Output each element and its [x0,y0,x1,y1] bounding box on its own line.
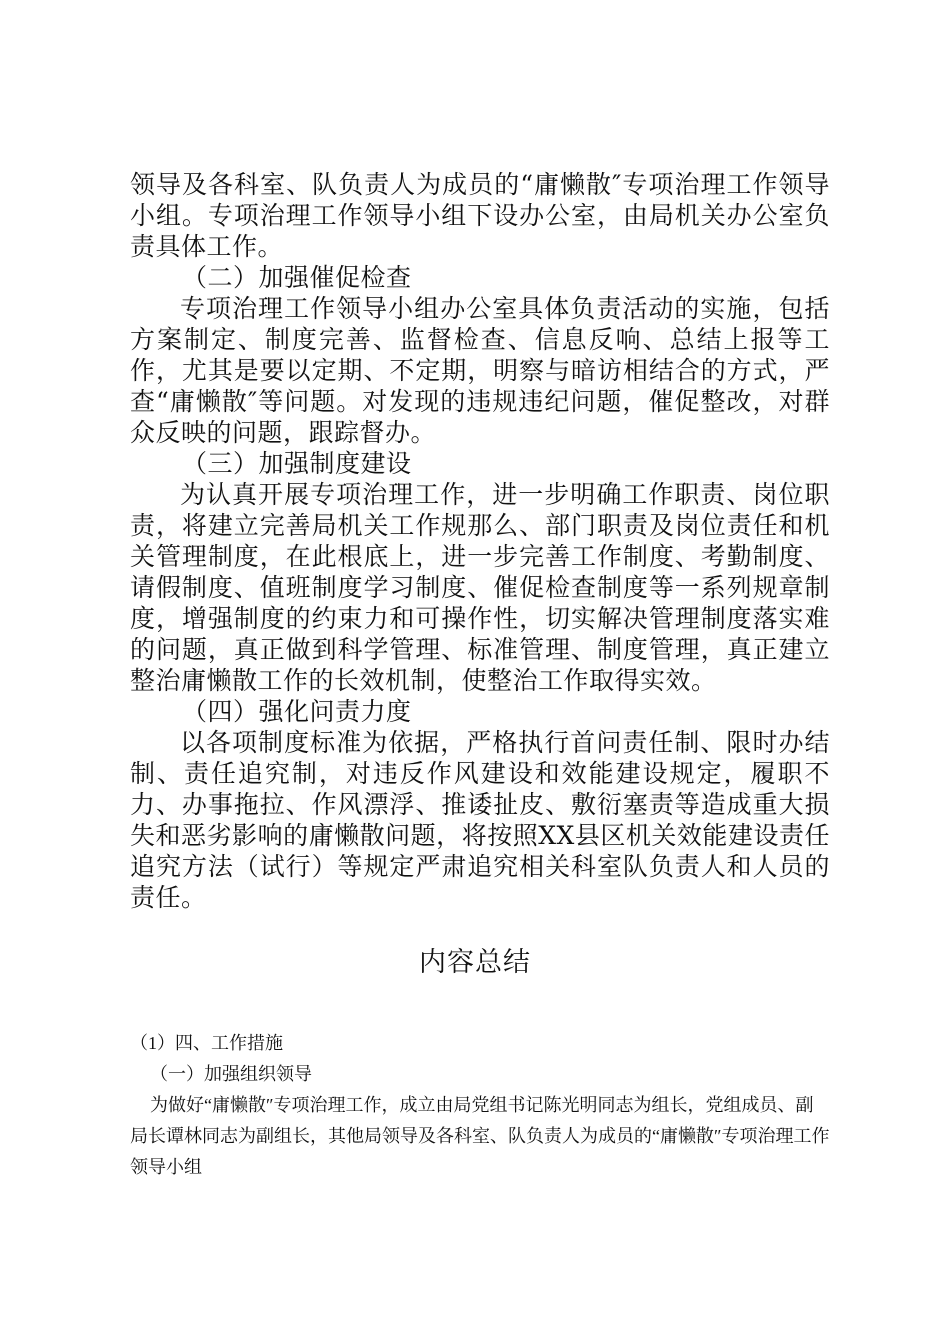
summary-subheading: （一）加强组织领导 [150,1064,312,1084]
summary-title: 内容总结 [419,947,531,978]
body-paragraph-system: 为认真开展专项治理工作，进一步明确工作职责、岗位职责，将建立完善局机关工作规那么、部门职责及岗位责任和机关管理制度，在此根底上，进一步完善工作制度、考勤制度、请假制度、值班制度学习制度、催促检查制度等一系列规章制度，增强制度的约束力和可操作性，切实解决管理制度落实难的问题，真正做到科学管理、标准管理、制度管理，真正建立整治庸懒散工作的长效机制，使整治工作取得实效。 [130,480,830,695]
body-paragraph-supervision: 专项治理工作领导小组办公室具体负责活动的实施，包括方案制定、制度完善、监督检查、信息反响、总结上报等工作，尤其是要以定期、不定期，明察与暗访相结合的方式，严查“庸懒散″等问题。对发现的违规违纪问题，催促整改，对群众反映的问题，跟踪督办。 [130,294,830,447]
summary-section [130,1028,830,1183]
summary-paragraph: 为做好“庸懒散″专项治理工作，成立由局党组书记陈光明同志为组长，党组成员、副局长谭林同志为副组长，其他局领导及各科室、队负责人为成员的“庸懒散″专项治理工作领导小组 [130,1095,830,1177]
body-paragraph-accountability: 以各项制度标准为依据，严格执行首问责任制、限时办结制、责任追究制，对违反作风建设和效能建设规定，履职不力、办事拖拉、作风漂浮、推诿扯皮、敷衍塞责等造成重大损失和恶劣影响的庸懒散问题，将按照XX县区机关效能建设责任追究方法（试行）等规定严肃追究相关科室队负责人和人员的责任。 [130,728,830,912]
continuation-paragraph: 领导及各科室、队负责人为成员的“庸懒散″专项治理工作领导小组。专项治理工作领导小组下设办公室，由局机关办公室负责具体工作。 [130,170,830,261]
summary-item: （1）四、工作措施 [130,1033,283,1053]
document-body [130,169,830,913]
section-heading-4: （四）强化问责力度 [182,697,412,726]
section-heading-2: （二）加强催促检查 [182,263,412,292]
section-heading-3: （三）加强制度建设 [182,449,412,478]
